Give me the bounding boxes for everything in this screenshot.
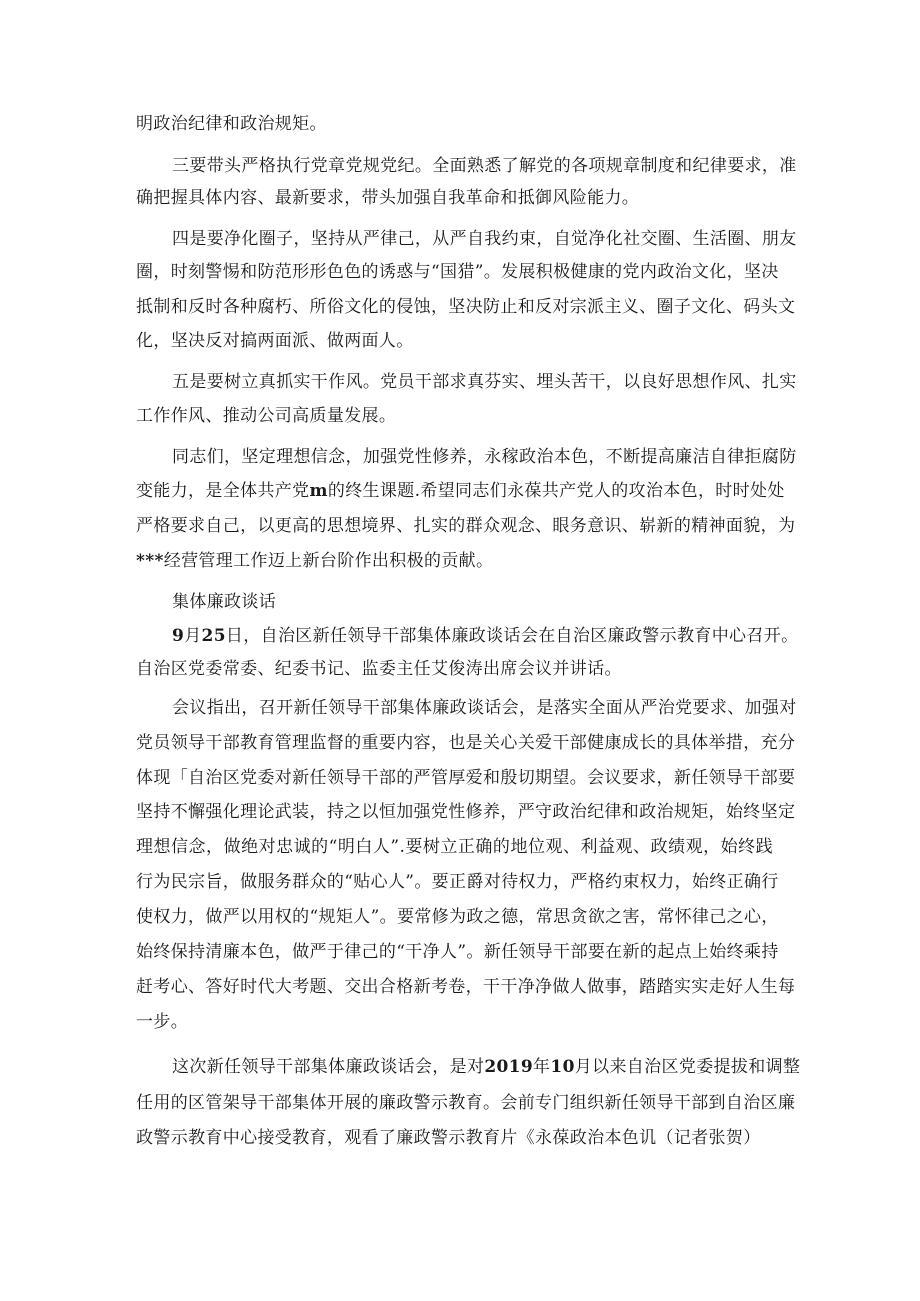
text-line: 政警示教育中心接受教育，观看了廉政警示教育片《永葆政治本色讥（记者张贺）	[136, 1128, 761, 1148]
text-line: 工作作风、推动公司高质量发展。	[136, 406, 397, 426]
text-line: 明政治纪律和政治规矩。	[136, 114, 327, 134]
text-line: 圈，时刻警惕和防范形形色色的诱惑与“国猎”。发展积极健康的党内政治文化，坚决	[136, 262, 779, 282]
text-line: 自治区党委常委、纪委书记、监委主任艾俊涛出席会议并讲话。	[136, 659, 622, 679]
text-line: ***经营管理工作迈上新台阶作出积极的贡献。	[136, 551, 494, 571]
text-line: 始终保持清廉本色，做严于律己的“干净人”。新任领导干部要在新的起点上始终乘持	[136, 942, 779, 962]
section-heading: 集体廉政谈话	[172, 592, 277, 612]
text-line: 坚持不懈强化理论武装，持之以恒加强党性修养，严守政治纪律和政治规矩，始终坚定	[136, 802, 796, 822]
text-line: 行为民宗旨，做服务群众的“贴心人”。要正爵对待权力，严格约束权力，始终正确行	[136, 872, 779, 892]
text-line: 使权力，做严以用权的“规矩人”。要常修为政之德，常思贪欲之害，常怀律己之心，	[136, 907, 779, 927]
paragraph-line: 同志们，坚定理想信念，加强党性修养，永稼政治本色，不断提高廉洁自律拒腐防	[172, 447, 797, 467]
text-line: 严格要求自己，以更高的思想境界、扎实的群众观念、眼务意识、崭新的精神面貌，为	[136, 516, 796, 536]
text-line: 理想信念，做绝对忠诚的“明白人”.要树立正确的地位观、利益观、政绩观，始终践	[136, 837, 773, 857]
paragraph-line: 会议指出，召开新任领导干部集体廉政谈话会，是落实全面从严治党要求、加强对	[172, 698, 797, 718]
paragraph-line: 9月25日，自治区新任领导干部集体廉政谈话会在自治区廉政警示教育中心召开。	[172, 626, 799, 646]
paragraph-line: 这次新任领导干部集体廉政谈话会，是对2019年10月以来自治区党委提拔和调整	[172, 1057, 801, 1077]
paragraph-line: 三要带头严格执行党章党规党纪。全面熟悉了解党的各项规章制度和纪律要求，准	[172, 156, 797, 176]
text-line: 抵制和反时各种腐朽、所俗文化的侵蚀，坚决防止和反对宗派主义、圈子文化、码头文	[136, 297, 796, 317]
text-line: 任用的区管架导干部集体开展的廉政警示教育。会前专门组织新任领导干部到自治区廉	[136, 1093, 796, 1113]
text-line: 化，坚决反对搞两面派、做两面人。	[136, 331, 414, 351]
paragraph-line: 五是要树立真抓实干作风。党员干部求真芬实、埋头苦干，以良好思想作风、扎实	[172, 372, 797, 392]
text-line: 党员领导干部教育管理监督的重要内容，也是关心关爱干部健康成长的具体举措，充分	[136, 733, 796, 753]
text-line: 一步。	[136, 1012, 189, 1032]
paragraph-line: 四是要净化圈子，坚持从严律己，从严自我约束，自觉净化社交圈、生活圈、朋友	[172, 229, 797, 249]
text-line: 确把握具体内容、最新要求，带头加强自我革命和抵御风险能力。	[136, 188, 640, 208]
text-line: 体现「自治区党委对新任领导干部的严管厚爱和殷切期望。会议要求，新任领导干部要	[136, 768, 796, 788]
text-line: 变能力，是全体共产党m的终生课题.希望同志们永葆共产党人的攻治本色，时时处处	[136, 481, 785, 501]
text-line: 赶考心、答好时代大考题、交出合格新考卷，干干净净做人做事，踏踏实实走好人生每	[136, 977, 796, 997]
